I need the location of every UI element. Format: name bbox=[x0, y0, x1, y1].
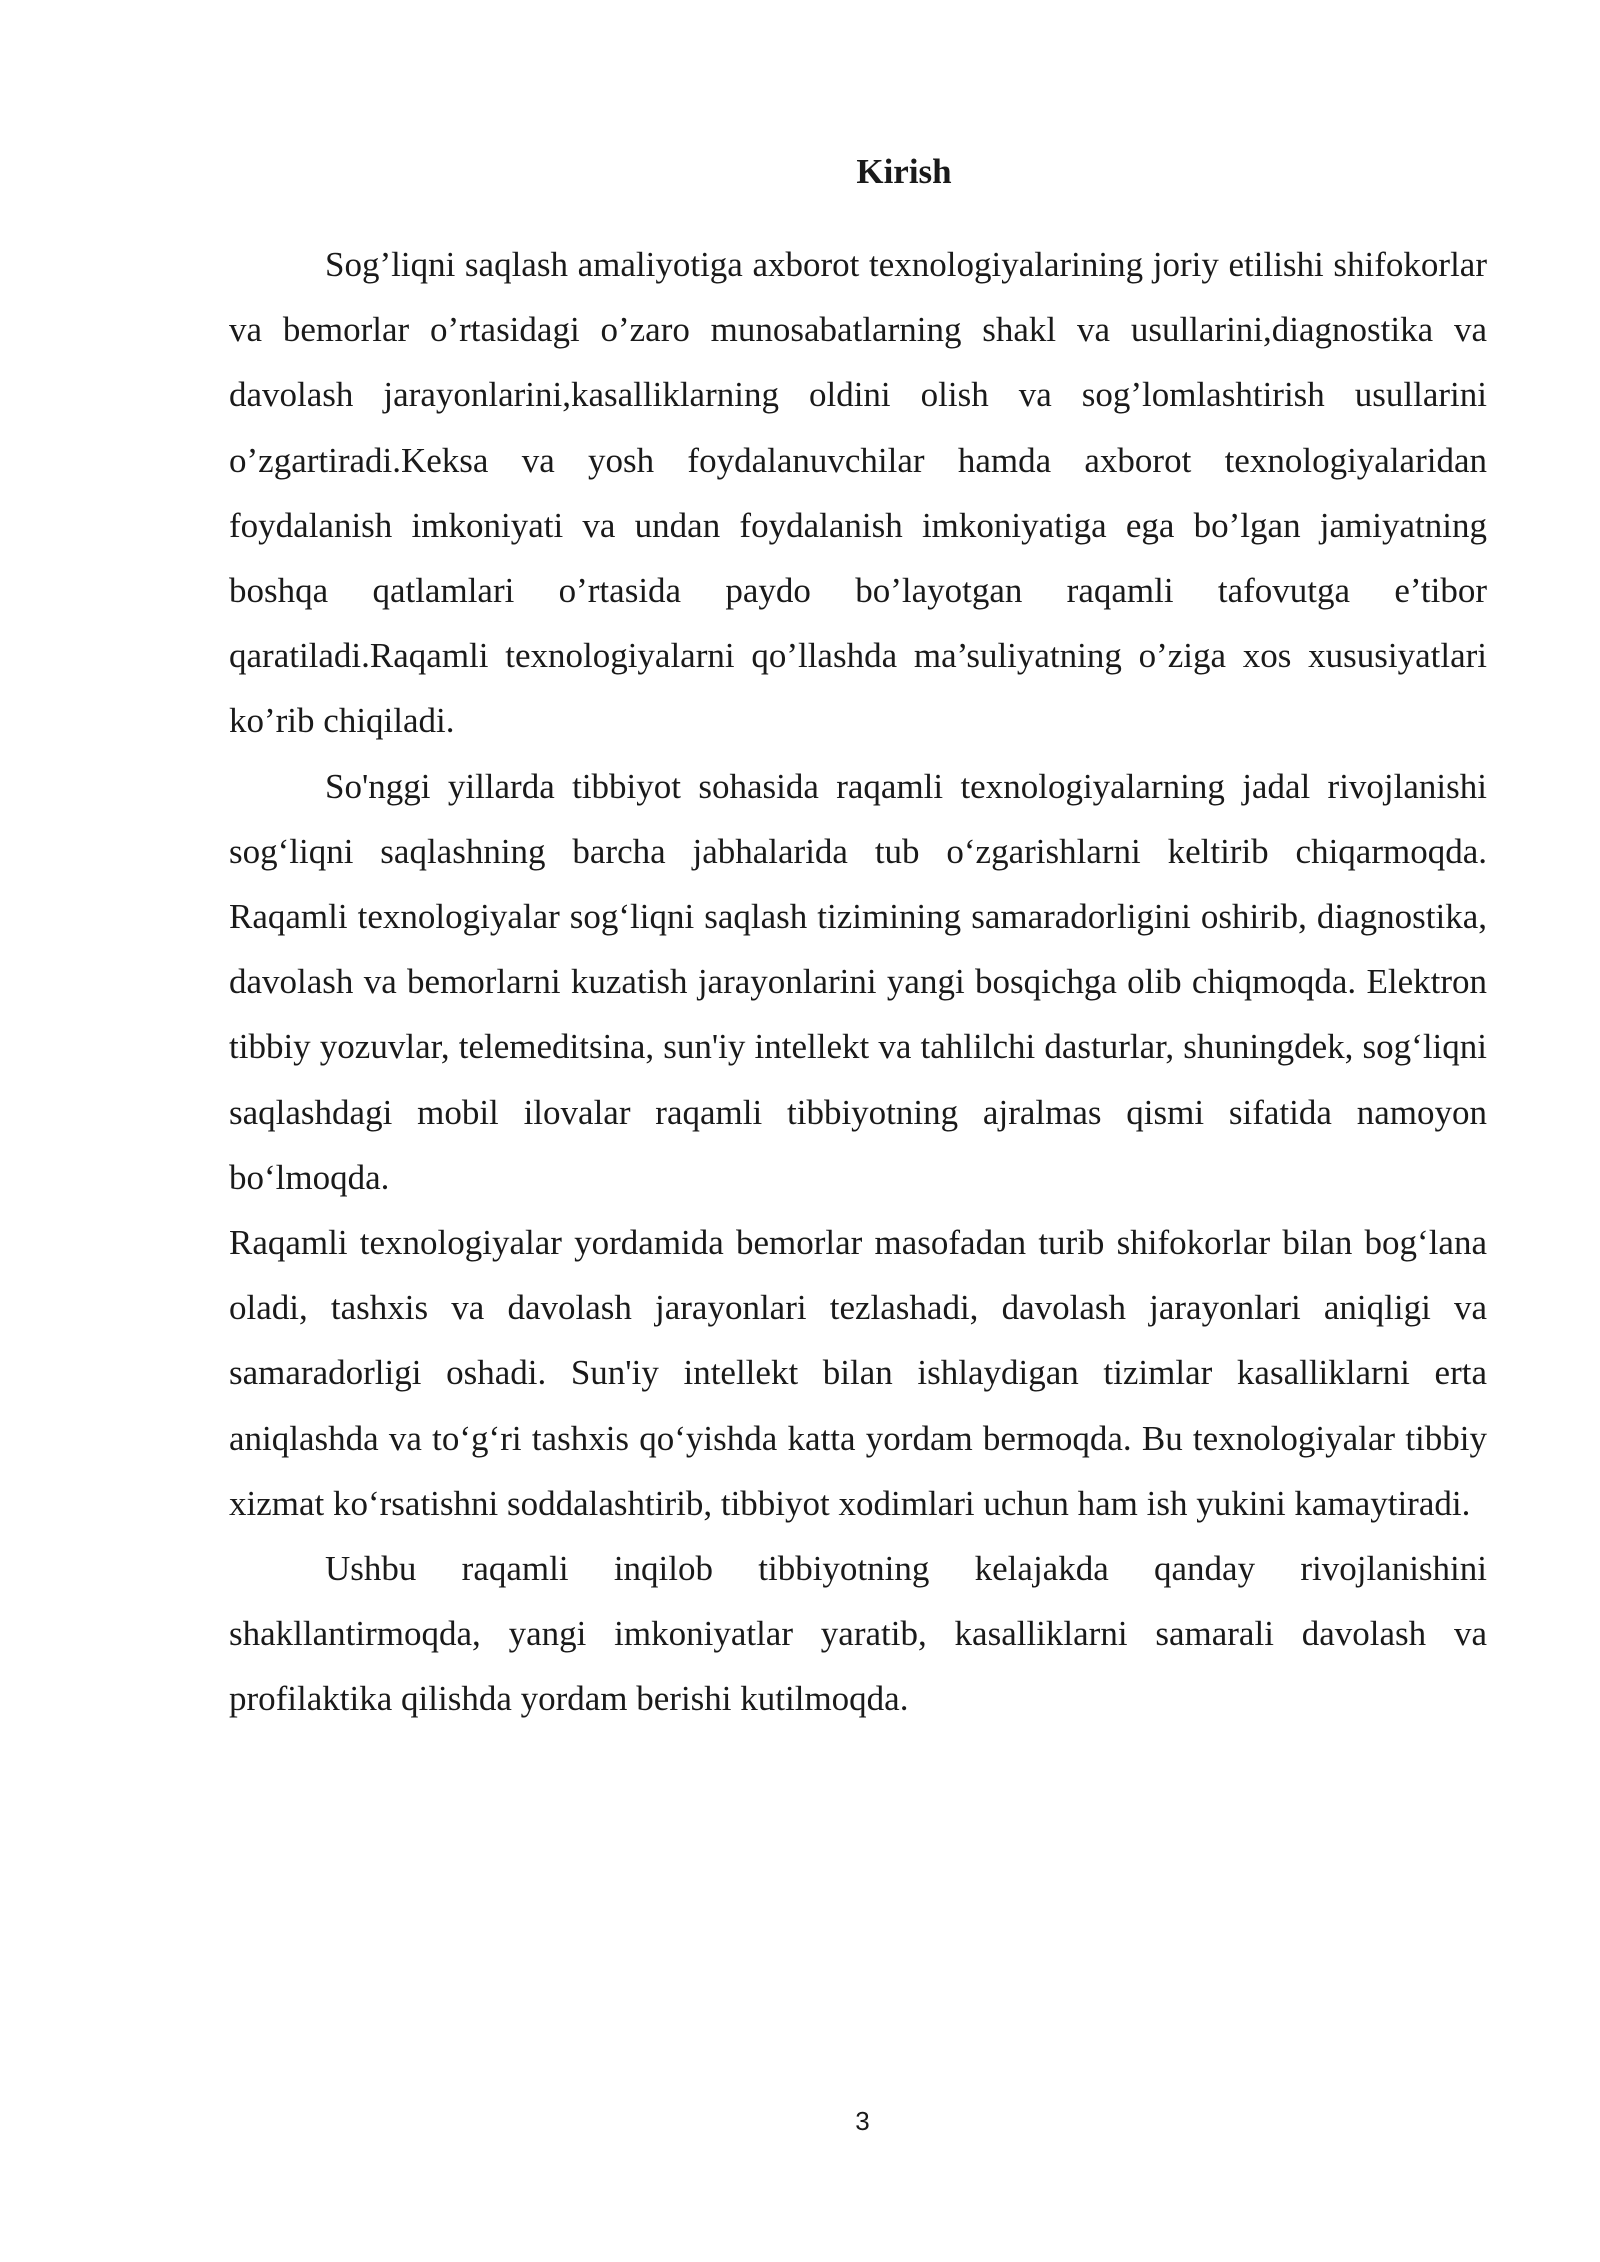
paragraph-3: Raqamli texnologiyalar yordamida bemorlar masofadan turib shifokorlar bilan bog‘lana oladi, tashxis va davolash jarayonlari tezlashadi, davolash jarayonlari aniqligi va samaradorligi oshadi. Sun'iy intellekt bilan ishlaydigan tizimlar kasalliklarni erta aniqlashda va to‘g‘ri tashxis qo‘yishda katta yordam bermoqda. Bu texnologiyalar tibbiy xizmat ko‘rsatishni soddalashtirib, tibbiyot xodimlari uchun ham ish yukini kamaytiradi. bbox=[229, 1223, 1487, 1523]
body-text bbox=[229, 232, 1487, 1732]
page-number: 3 bbox=[855, 2106, 870, 2136]
paragraph-4: Ushbu raqamli inqilob tibbiyotning kelajakda qanday rivojlanishini shakllantirmoqda, yangi imkoniyatlar yaratib, kasalliklarni samarali davolash va profilaktika qilishda yordam berishi kutilmoqda. bbox=[229, 1549, 1487, 1719]
paragraph-1: Sog’liqni saqlash amaliyotiga axborot texnologiyalarining joriy etilishi shifokorlar va bemorlar o’rtasidagi o’zaro munosabatlarning shakl va usullarini,diagnostika va davolash jarayonlarini,kasalliklarning oldini olish va sog’lomlashtirish usullarini o’zgartiradi.Keksa va yosh foydalanuvchilar hamda axborot texnologiyalaridan foydalanish imkoniyati va undan foydalanish imkoniyatiga ega bo’lgan jamiyatning boshqa qatlamlari o’rtasida paydo bo’layotgan raqamli tafovutga e’tibor qaratiladi.Raqamli texnologiyalarni qo’llashda ma’suliyatning o’ziga xos xususiyatlari ko’rib chiqiladi. bbox=[229, 245, 1487, 741]
paragraph-2: So'nggi yillarda tibbiyot sohasida raqamli texnologiyalarning jadal rivojlanishi sog‘liqni saqlashning barcha jabhalarida tub o‘zgarishlarni keltirib chiqarmoqda. Raqamli texnologiyalar sog‘liqni saqlash tizimining samaradorligini oshirib, diagnostika, davolash va bemorlarni kuzatish jarayonlarini yangi bosqichga olib chiqmoqda. Elektron tibbiy yozuvlar, telemeditsina, sun'iy intellekt va tahlilchi dasturlar, shuningdek, sog‘liqni saqlashdagi mobil ilovalar raqamli tibbiyotning ajralmas qismi sifatida namoyon bo‘lmoqda. bbox=[229, 766, 1487, 1197]
page-title: Kirish bbox=[856, 152, 952, 191]
